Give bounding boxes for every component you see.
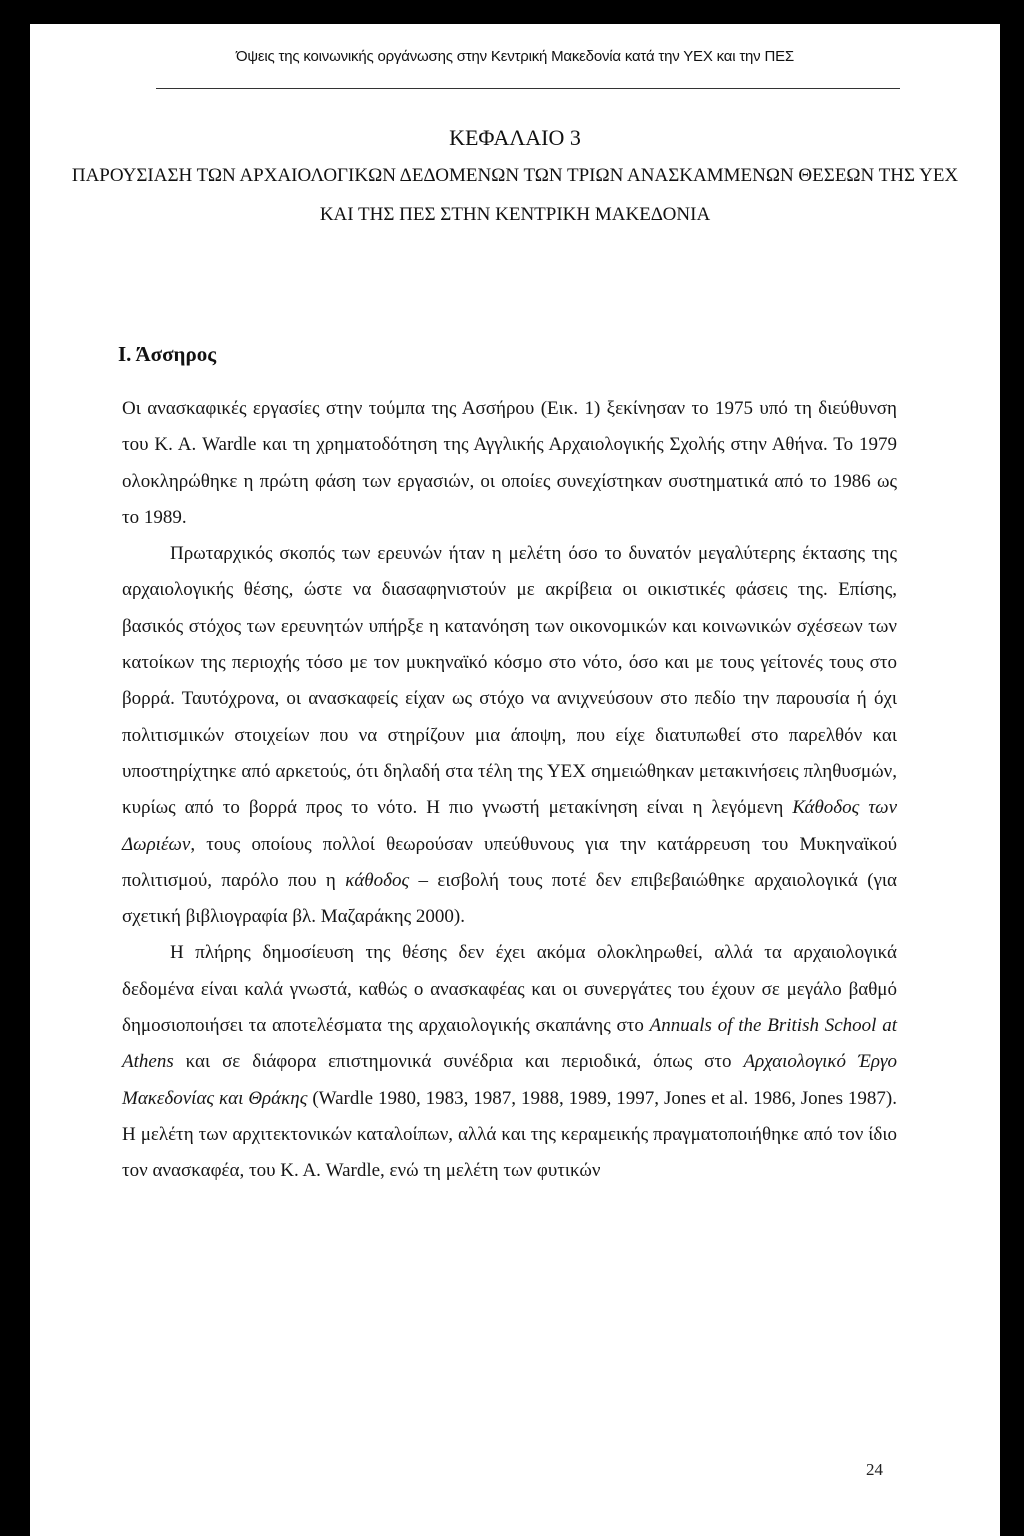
paragraph-2-italic-1: Κάθοδος των Δωριέων [122, 797, 898, 855]
body-text [122, 391, 897, 1190]
paragraph-3-italic-1: Annuals of the British School at Athens [122, 1015, 897, 1073]
paragraph-2-italic-2: κάθοδος [345, 869, 410, 891]
page-number: 24 [866, 1460, 883, 1479]
chapter-heading [60, 120, 970, 234]
paragraph-3-text-c: (Wardle 1980, 1983, 1987, 1988, 1989, 1997, Jones et al. 1986, Jones 1987). Η μελέτη των αρχιτεκτονικών καταλοίπων, αλλά και της κεραμεικής πραγματοποιήθηκε από τον ίδιο τον ανασκαφέα, του Κ. Α. Wardle, ενώ τη μελέτη των φυτικών [122, 1087, 898, 1182]
paragraph-2-text-a: Πρωταρχικός σκοπός των ερευνών ήταν η μελέτη όσο το δυνατόν μεγαλύτερης έκτασης της αρχαιολογικής θέσης, ώστε να διασαφηνιστούν με ακρίβεια οι οικιστικές φάσεις της. Επίσης, βασικός στόχος των ερευνητών υπήρξε η κατανόηση των οικονομικών και κοινωνικών σχέσεων των κατοίκων της περιοχής τόσο με τον μυκηναϊκό κόσμο στο νότο, όσο και με τους γείτονές τους στο βορρά. Ταυτόχρονα, οι ανασκαφείς είχαν ως στόχο να ανιχνεύσουν στο πεδίο την παρουσία ή όχι πολιτισμικών στοιχείων που να στηρίζουν μια άποψη, που είχε διατυπωθεί στο παρελθόν και υποστηρίχτηκε από αρκετούς, ότι δηλαδή στα τέλη της ΥΕΧ σημειώθηκαν μετακινήσεις πληθυσμών, κυρίως από το βορρά προς το νότο. Η πιο γνωστή μετακίνηση είναι η λεγόμενη [122, 543, 897, 819]
running-header: Όψεις της κοινωνικής οργάνωσης στην Κεντρική Μακεδονία κατά την ΥΕΧ και την ΠΕΣ [236, 48, 794, 65]
paragraph-3 [122, 935, 897, 1189]
paragraph-3-text-b: και σε διάφορα επιστημονικά συνέδρια και περιοδικά, όπως στο [173, 1051, 744, 1073]
chapter-title: ΠΑΡΟΥΣΙΑΣΗ ΤΩΝ ΑΡΧΑΙΟΛΟΓΙΚΩΝ ΔΕΔΟΜΕΝΩΝ ΤΩΝ ΤΡΙΩΝ ΑΝΑΣΚΑΜΜΕΝΩΝ ΘΕΣΕΩΝ ΤΗΣ ΥΕΧ ΚΑΙ ΤΗΣ ΠΕΣ ΣΤΗΝ ΚΕΝΤΡΙΚΗ ΜΑΚΕΔΟΝΙΑ [71, 165, 959, 225]
document-page [30, 24, 1000, 1536]
paragraph-2-text-c: – εισβολή τους ποτέ δεν επιβεβαιώθηκε αρχαιολογικά (για σχετική βιβλιογραφία βλ. Μαζαράκης 2000). [122, 869, 897, 928]
header-rule [156, 88, 900, 89]
paragraph-2 [122, 536, 897, 935]
paragraph-2-text-b: , τους οποίους πολλοί θεωρούσαν υπεύθυνους για την κατάρρευση του Μυκηναϊκού πολιτισμού, παρόλο που η [122, 833, 897, 891]
section-heading: Ι. Άσσηρος [118, 342, 217, 366]
paragraph-1: Οι ανασκαφικές εργασίες στην τούμπα της Ασσήρου (Εικ. 1) ξεκίνησαν το 1975 υπό τη διεύθυνση του Κ. Α. Wardle και τη χρηματοδότηση της Αγγλικής Αρχαιολογικής Σχολής στην Αθήνα. Το 1979 ολοκληρώθηκε η πρώτη φάση των εργασιών, οι οποίες συνεχίστηκαν συστηματικά από το 1986 ως το 1989. [122, 398, 897, 528]
paragraph-3-text-a: Η πλήρης δημοσίευση της θέσης δεν έχει ακόμα ολοκληρωθεί, αλλά τα αρχαιολογικά δεδομένα είναι καλά γνωστά, καθώς ο ανασκαφέας και οι συνεργάτες του έχουν σε μεγάλο βαθμό δημοσιοποιήσει τα αποτελέσματα της αρχαιολογικής σκαπάνης στο [122, 942, 897, 1037]
paragraph-3-italic-2: Αρχαιολογικό Έργο Μακεδονίας και Θράκης [122, 1051, 897, 1109]
chapter-number: ΚΕΦΑΛΑΙΟ 3 [449, 125, 581, 150]
